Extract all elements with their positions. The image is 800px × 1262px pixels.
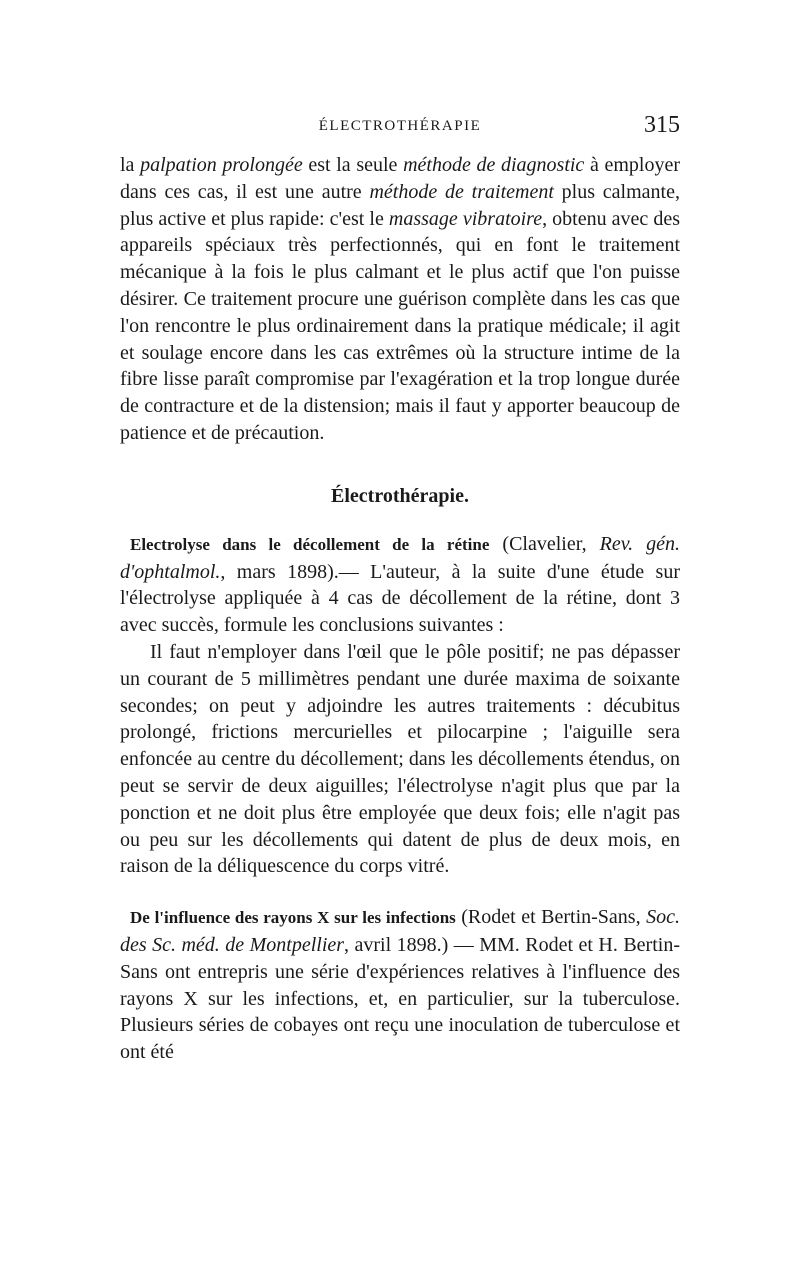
- section-heading: Électrothérapie.: [331, 484, 469, 507]
- entry-journal: Soc. des Sc. méd. de Montpellier: [120, 906, 680, 956]
- entry-electrolyse-conclusions: Il faut n'employer dans l'œil que le pôle positif; ne pas dépasser un courant de 5 millimètres pendant une durée maxima de soixante secondes; on peut y adjoindre les autres traitements : décubitus prolongé, frictions mercurielles et pilocarpine ; l'aiguille sera enfoncée au centre du décollement; dans les décollements étendus, on peut se servir de deux aiguilles; l'électrolyse n'agit plus que par la ponction et ne doit plus être employée que deux fois; elle n'agit pas ou peu sur les décollements qui datent de plus de deux mois, en raison de la déliquescence du corps vitré.: [120, 640, 680, 878]
- entry-rayons-x: [120, 904, 680, 1066]
- entry-reference: (Clavelier,: [489, 532, 600, 555]
- entry-journal: Rev. gén. d'ophtalmol.: [120, 532, 680, 583]
- running-head: [120, 112, 680, 142]
- page-number: 315: [644, 112, 680, 138]
- entry-title: Electrolyse dans le décollement de la rétine: [130, 534, 490, 554]
- entry-electrolyse: [120, 531, 680, 639]
- entry-text: , avril 1898.) — MM. Rodet et H. Bertin-Sans ont entrepris une série d'expériences relatives à l'influence des rayons X sur les infections, et, en particulier, sur la tuberculose. Plusieurs séries de cobayes ont reçu une inoculation de tuberculose et ont été: [120, 933, 680, 1064]
- intro-text: à employer dans ces cas, il est une autre: [120, 154, 680, 203]
- intro-emphasis: méthode de diagnostic: [403, 154, 585, 176]
- intro-emphasis: massage vibratoire: [388, 207, 543, 230]
- intro-paragraph: [120, 152, 680, 447]
- intro-text: est la seule: [302, 154, 404, 176]
- entry-reference: (Rodet et Bertin-Sans,: [455, 906, 647, 929]
- intro-emphasis: méthode de traitement: [369, 180, 554, 203]
- entry-text: , mars 1898).— L'auteur, à la suite d'une étude sur l'électrolyse appliquée à 4 cas de décollement de la rétine, dont 3 avec succès, formule les conclusions suivantes :: [120, 560, 680, 637]
- intro-emphasis: palpation prolongée: [140, 154, 303, 176]
- book-page: [120, 112, 680, 1066]
- running-title: ÉLECTROTHÉRAPIE: [318, 118, 482, 134]
- intro-text: plus calmante, plus active et plus rapide: c'est le: [120, 180, 680, 230]
- intro-text: , obtenu avec des appareils spéciaux très perfectionnés, qui en font le traitement mécanique à la fois le plus calmant et le plus actif que l'on puisse désirer. Ce traitement procure une guérison complète dans les cas que l'on rencontre le plus ordinairement dans la pratique médicale; il agit et soulage encore dans les cas extrêmes où la structure intime de la fibre lisse paraît compromise par l'exagération et la trop longue durée de contracture et de la distension; mais il faut y apporter beaucoup de patience et de précaution.: [120, 207, 681, 444]
- intro-text: la: [120, 154, 141, 176]
- entry-title: De l'influence des rayons X sur les infections: [130, 908, 456, 928]
